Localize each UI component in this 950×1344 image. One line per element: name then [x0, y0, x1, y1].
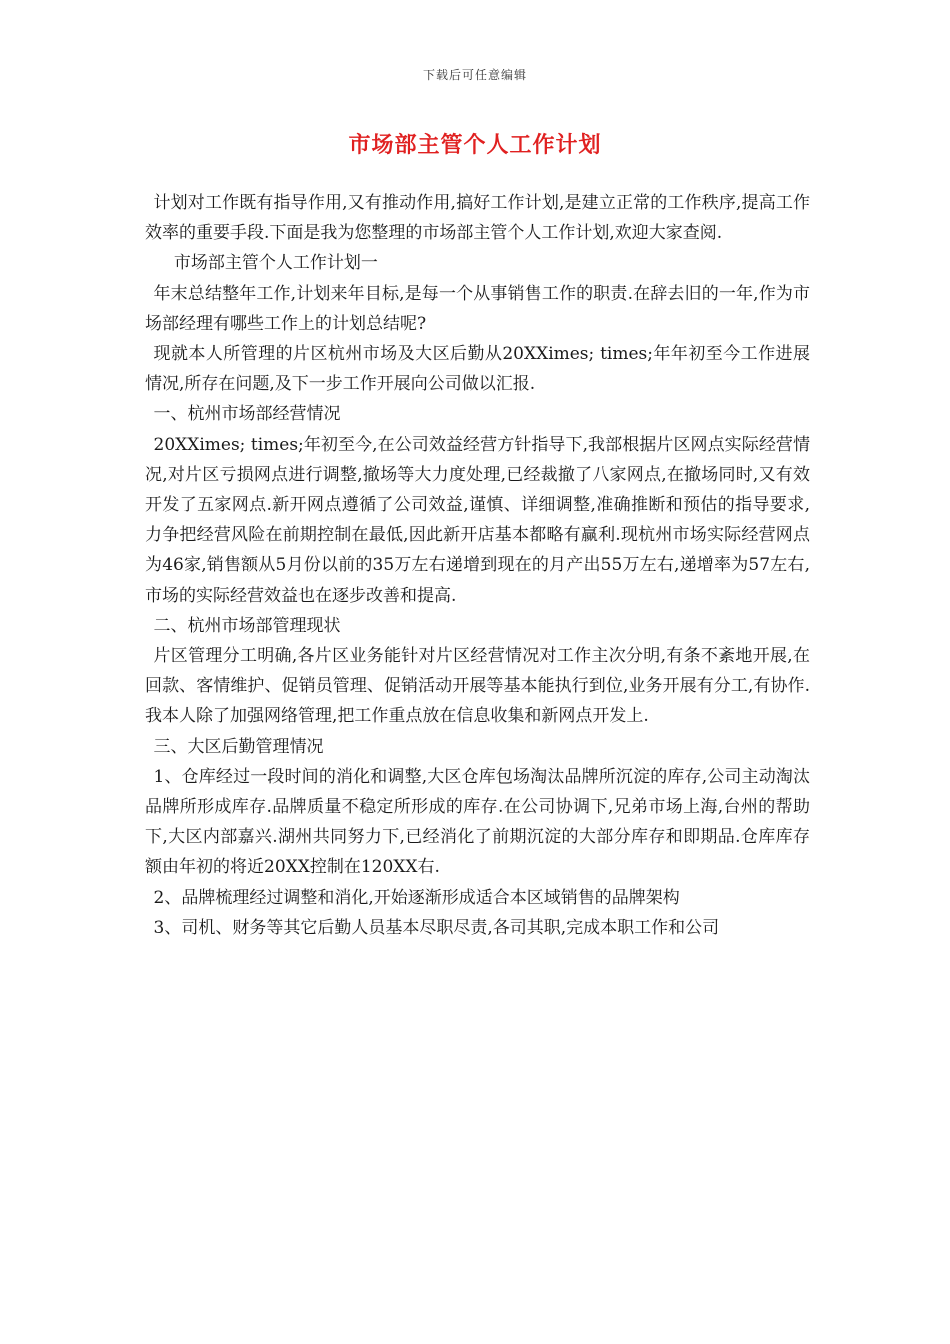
- section-heading: 一、杭州市场部经营情况: [153, 404, 341, 425]
- body-paragraph: 片区管理分工明确,各片区业务能针对片区经营情况对工作主次分明,有条不紊地开展,在回款、客情维护、促销员管理、促销活动开展等基本能执行到位,业务开展有分工,有协作.我本人除了加强网络管理,把工作重点放在信息收集和新网点开发上.: [145, 646, 810, 727]
- intro-paragraph: 计划对工作既有指导作用,又有推动作用,搞好工作计划,是建立正常的工作秩序,提高工作效率的重要手段.下面是我为您整理的市场部主管个人工作计划,欢迎大家查阅.: [145, 193, 810, 244]
- body-paragraph: 20XXimes; times;年初至今,在公司效益经营方针指导下,我部根据片区网点实际经营情况,对片区亏损网点进行调整,撤场等大力度处理,已经裁撤了八家网点,在撤场同时,又有效开发了五家网点.新开网点遵循了公司效益,谨慎、详细调整,准确推断和预估的指导要求,力争把经营风险在前期控制在最低,因此新开店基本都略有赢利.现杭州市场实际经营网点为46家,销售额从5月份以前的35万左右递增到现在的月产出55万左右,递增率为57左右,市场的实际经营效益也在逐步改善和提高.: [145, 434, 810, 606]
- header-note: 下载后可任意编辑: [422, 68, 527, 82]
- list-item: 3、司机、财务等其它后勤人员基本尽职尽责,各司其职,完成本职工作和公司: [153, 917, 720, 938]
- body-paragraph: 现就本人所管理的片区杭州市场及大区后勤从20XXimes; times;年年初至今工作进展情况,所存在问题,及下一步工作开展向公司做以汇报.: [145, 344, 810, 395]
- list-item: 1、仓库经过一段时间的消化和调整,大区仓库包场淘汰品牌所沉淀的库存,公司主动淘汰品牌所形成库存.品牌质量不稳定所形成的库存.在公司协调下,兄弟市场上海,台州的帮助下,大区内部嘉兴.湖州共同努力下,已经消化了前期沉淀的大部分库存和即期品.仓库库存额由年初的将近20XX控制在120XX右.: [145, 766, 810, 878]
- list-item: 2、品牌梳理经过调整和消化,开始逐渐形成适合本区域销售的品牌架构: [153, 887, 680, 908]
- document-body: [145, 188, 810, 943]
- section-heading: 二、杭州市场部管理现状: [153, 615, 341, 636]
- document-title: 市场部主管个人工作计划: [348, 132, 602, 158]
- body-paragraph: 年末总结整年工作,计划来年目标,是每一个从事销售工作的职责.在辞去旧的一年,作为市场部经理有哪些工作上的计划总结呢?: [145, 283, 810, 334]
- section-heading-plan-one: 市场部主管个人工作计划一: [173, 253, 378, 274]
- section-heading: 三、大区后勤管理情况: [153, 736, 324, 757]
